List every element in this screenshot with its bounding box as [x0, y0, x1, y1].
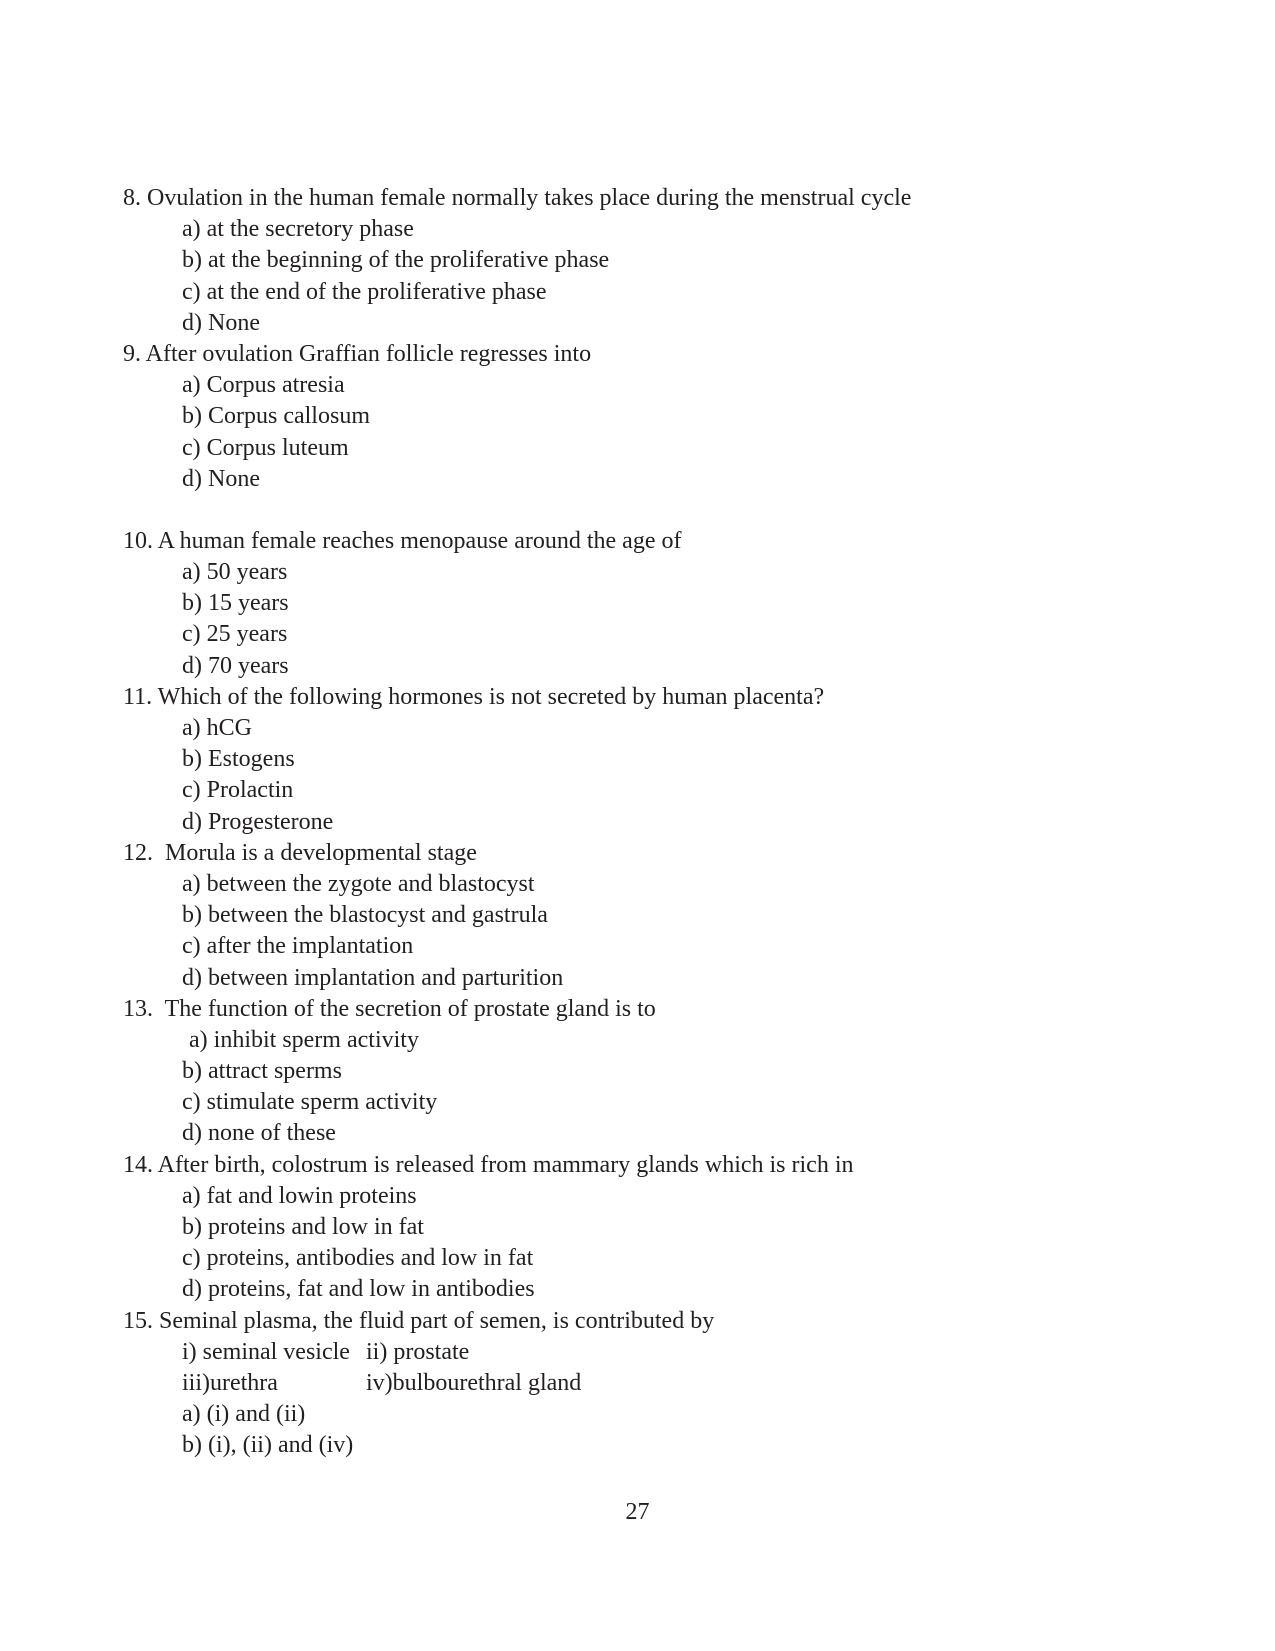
question-11-option-c: c) Prolactin — [182, 777, 294, 804]
question-11-text: 11. Which of the following hormones is not secreted by human placenta? — [123, 683, 825, 710]
question-14-option-b: b) proteins and low in fat — [182, 1214, 424, 1240]
question-10-text: 10. A human female reaches menopause around the age of — [123, 527, 682, 554]
question-8-option-a: a) at the secretory phase — [182, 216, 414, 243]
question-9-option-a: a) Corpus atresia — [182, 372, 345, 399]
question-15-item-iv: iv)bulbourethral gland — [366, 1369, 582, 1396]
question-9-option-b: b) Corpus callosum — [182, 403, 370, 430]
question-14-option-a: a) fat and lowin proteins — [182, 1182, 417, 1209]
question-9-text: 9. After ovulation Graffian follicle regresses into — [123, 340, 592, 367]
question-10-option-b: b) 15 years — [182, 590, 289, 617]
question-11-option-a: a) hCG — [182, 715, 252, 741]
question-13-option-b: b) attract sperms — [182, 1058, 342, 1085]
question-14-option-d: d) proteins, fat and low in antibodies — [182, 1276, 535, 1303]
question-12-option-a: a) between the zygote and blastocyst — [182, 870, 535, 897]
question-15-option-a: a) (i) and (ii) — [182, 1401, 306, 1428]
question-8-option-d: d) None — [182, 309, 260, 336]
blank-spacer — [123, 495, 1163, 526]
question-15-items-row-1 — [123, 1337, 1163, 1368]
question-11-option-d: d) Progesterone — [182, 808, 334, 835]
question-10-option-c: c) 25 years — [182, 621, 288, 648]
question-15-item-iii: iii)urethra — [182, 1369, 278, 1396]
question-12-option-c: c) after the implantation — [182, 933, 414, 960]
question-list — [123, 183, 1163, 1462]
question-15-items-row-2 — [123, 1368, 1163, 1399]
question-8-text: 8. Ovulation in the human female normally takes place during the menstrual cycle — [123, 185, 912, 211]
question-12-text: 12. Morula is a developmental stage — [123, 839, 477, 866]
question-14-text: 14. After birth, colostrum is released from mammary glands which is rich in — [123, 1151, 854, 1178]
question-8-option-c: c) at the end of the proliferative phase — [182, 278, 547, 305]
question-11-option-b: b) Estogens — [182, 746, 295, 773]
question-13-option-d: d) none of these — [182, 1120, 336, 1147]
question-12-option-d: d) between implantation and parturition — [182, 964, 564, 991]
page-number: 27 — [625, 1499, 650, 1525]
question-13-text: 13. The function of the secretion of prostate gland is to — [123, 995, 656, 1022]
question-13-option-c: c) stimulate sperm activity — [182, 1089, 438, 1116]
question-15-item-ii: ii) prostate — [366, 1338, 470, 1365]
question-15-item-i: i) seminal vesicle — [182, 1338, 350, 1365]
question-10-option-d: d) 70 years — [182, 652, 289, 679]
question-15-text: 15. Seminal plasma, the fluid part of semen, is contributed by — [123, 1307, 715, 1334]
question-10-option-a: a) 50 years — [182, 559, 288, 586]
question-8-option-b: b) at the beginning of the proliferative phase — [182, 247, 610, 274]
question-9-option-c: c) Corpus luteum — [182, 434, 349, 461]
question-9-option-d: d) None — [182, 465, 260, 492]
question-12-option-b: b) between the blastocyst and gastrula — [182, 902, 548, 929]
question-15-option-b: b) (i), (ii) and (iv) — [182, 1432, 354, 1459]
question-13-option-a: a) inhibit sperm activity — [189, 1026, 419, 1053]
question-14-option-c: c) proteins, antibodies and low in fat — [182, 1245, 534, 1272]
